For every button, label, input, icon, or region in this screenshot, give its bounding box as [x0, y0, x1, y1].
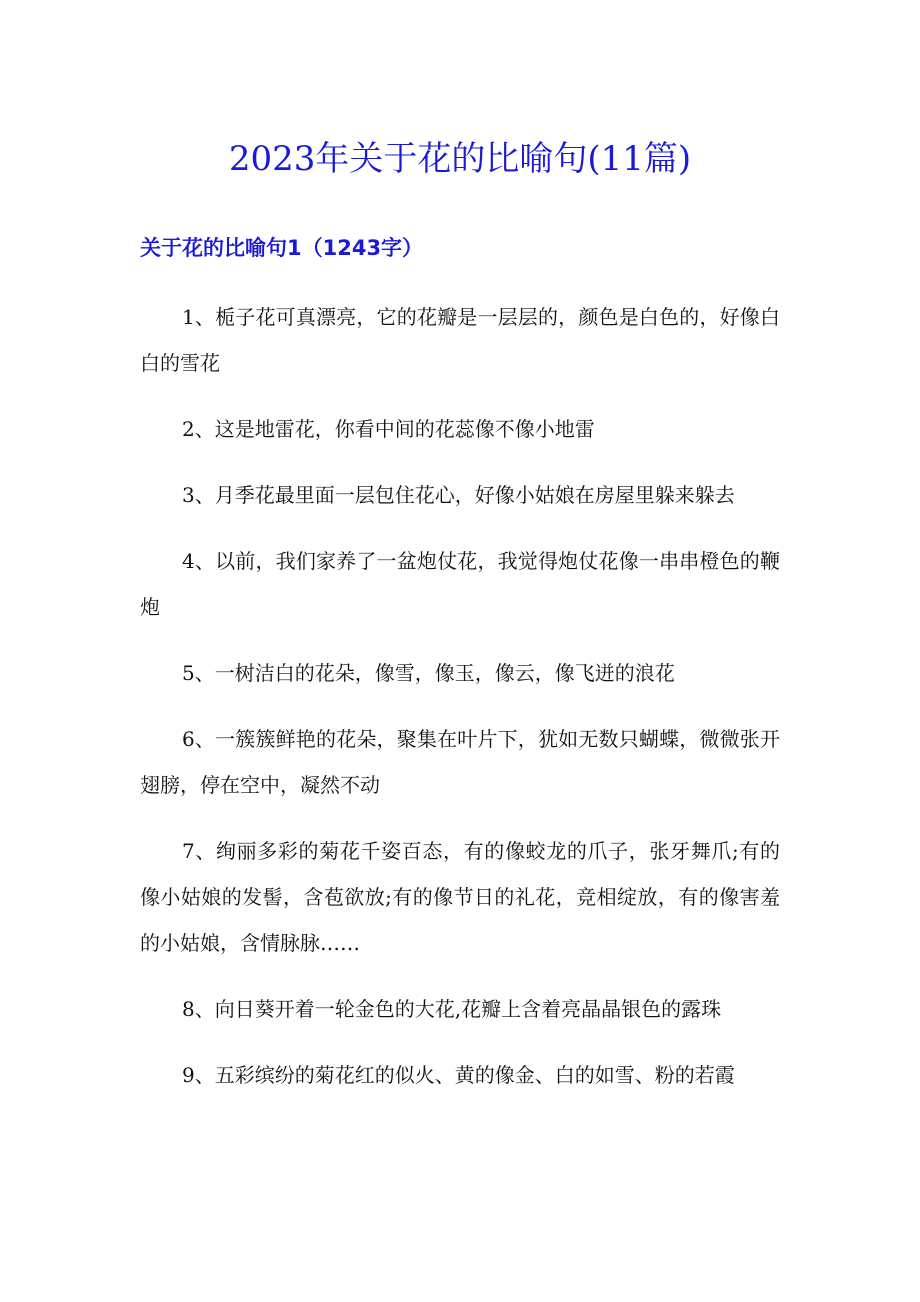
paragraph-4: 4、以前，我们家养了一盆炮仗花，我觉得炮仗花像一串串橙色的鞭炮 [140, 549, 780, 619]
paragraph-6: 6、一簇簇鲜艳的花朵，聚集在叶片下，犹如无数只蝴蝶，微微张开翅膀，停在空中，凝然不动 [140, 727, 780, 797]
document-title: 2023年关于花的比喻句(11篇) [228, 139, 692, 179]
paragraph-5: 5、一树洁白的花朵，像雪，像玉，像云，像飞迸的浪花 [182, 661, 675, 685]
paragraph-7: 7、绚丽多彩的菊花千姿百态，有的像蛟龙的爪子，张牙舞爪;有的像小姑娘的发髻，含苞欲放;有的像节日的礼花，竞相绽放，有的像害羞的小姑娘，含情脉脉…… [140, 839, 780, 955]
section-heading: 关于花的比喻句1（1243字） [140, 236, 424, 260]
document-body [140, 294, 780, 1118]
paragraph-8: 8、向日葵开着一轮金色的大花,花瓣上含着亮晶晶银色的露珠 [182, 997, 722, 1021]
paragraph-9: 9、五彩缤纷的菊花红的似火、黄的像金、白的如雪、粉的若霞 [182, 1063, 735, 1087]
paragraph-1: 1、栀子花可真漂亮，它的花瓣是一层层的，颜色是白色的，好像白白的雪花 [140, 305, 780, 375]
paragraph-3: 3、月季花最里面一层包住花心，好像小姑娘在房屋里躲来躲去 [182, 483, 735, 507]
paragraph-2: 2、这是地雷花，你看中间的花蕊像不像小地雷 [182, 417, 595, 441]
